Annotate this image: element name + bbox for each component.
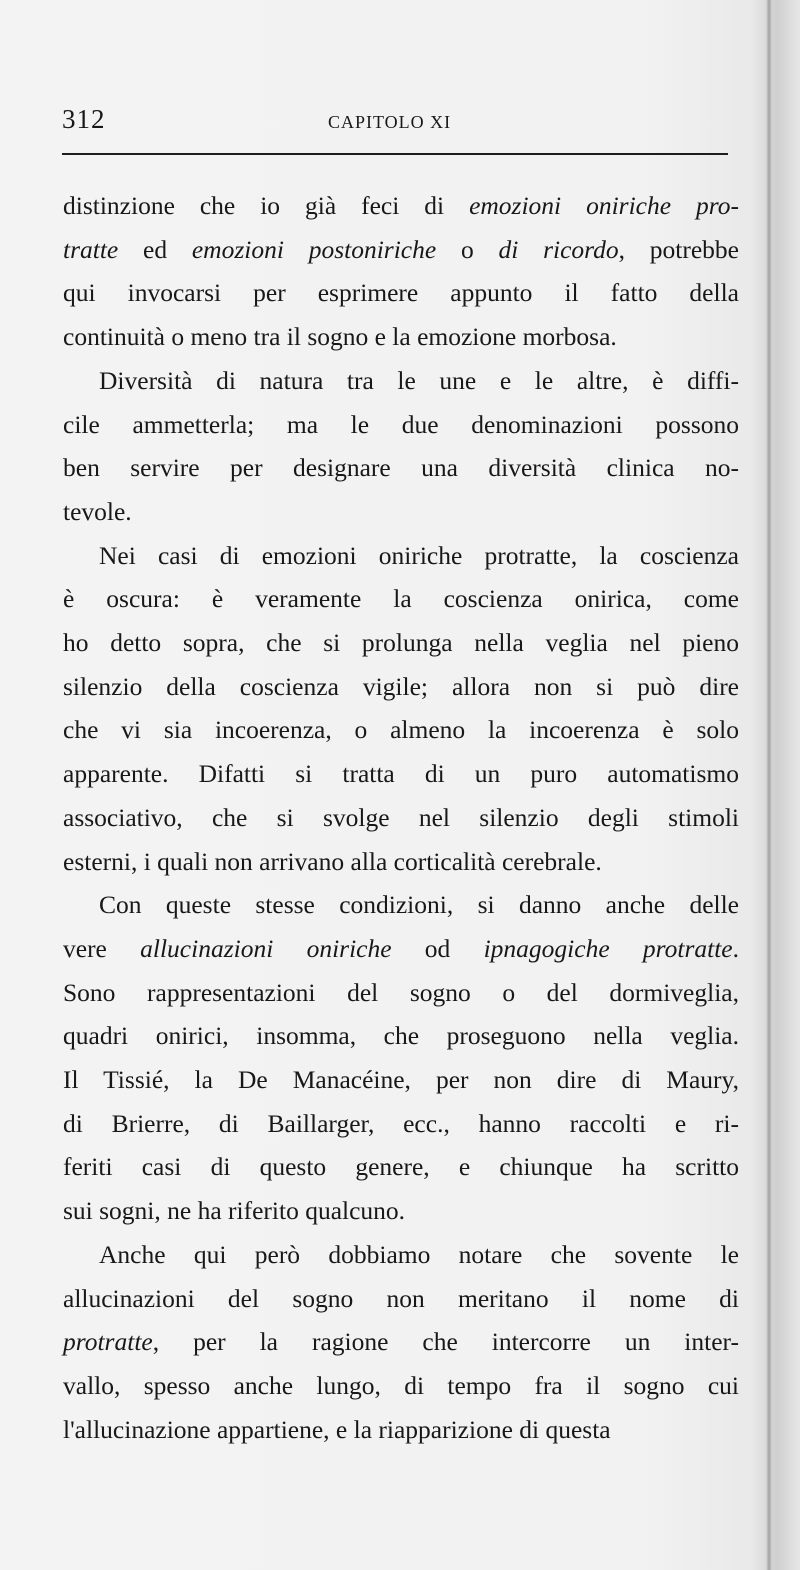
italic-term: di ricordo xyxy=(498,234,619,264)
text-run: , potrebbe xyxy=(618,234,739,264)
text-line xyxy=(63,1233,739,1277)
text-run: allucinazioni del sogno non meritano il nome di xyxy=(63,1283,739,1313)
page-number: 312 xyxy=(62,104,106,134)
running-head: CAPITOLO XI xyxy=(328,112,452,132)
text-run: ed xyxy=(118,234,192,264)
text-line xyxy=(63,927,739,971)
text-line xyxy=(63,752,739,796)
text-run: Diversità di natura tra le une e le altre, è diffi- xyxy=(99,365,739,395)
text-line xyxy=(63,971,739,1015)
text-run: cile ammetterla; ma le due denominazioni possono xyxy=(63,409,739,439)
italic-term: protratte xyxy=(63,1327,153,1357)
text-run: vallo, spesso anche lungo, di tempo fra il sogno cui xyxy=(63,1370,739,1400)
text-line xyxy=(63,708,739,752)
text-line xyxy=(63,1102,739,1146)
text-line xyxy=(63,228,739,272)
text-run: di Brierre, di Baillarger, ecc., hanno raccolti e ri- xyxy=(63,1108,739,1138)
paragraph xyxy=(63,883,739,1233)
text-line xyxy=(63,1058,739,1102)
text-run: , per la ragione che intercorre un inter- xyxy=(152,1327,739,1357)
text-run: apparente. Difatti si tratta di un puro automatismo xyxy=(63,759,739,789)
text-run: ben servire per designare una diversità clinica no- xyxy=(63,453,739,483)
paragraph xyxy=(63,359,739,534)
text-run: vere xyxy=(63,933,141,963)
page-fold-shadow xyxy=(766,0,772,1570)
text-run: feriti casi di questo genere, e chiunque ha scritto xyxy=(63,1152,739,1182)
text-run: l'allucinazione appartiene, e la riapparizione di questa xyxy=(63,1414,611,1444)
text-line xyxy=(63,1277,739,1321)
text-line xyxy=(63,883,739,927)
paragraph xyxy=(63,1233,739,1452)
text-run: Sono rappresentazioni del sogno o del dormiveglia, xyxy=(63,977,739,1007)
text-line xyxy=(63,621,739,665)
text-line xyxy=(63,1408,739,1452)
text-line xyxy=(63,315,739,359)
text-run: silenzio della coscienza vigile; allora non si può dire xyxy=(63,671,739,701)
italic-term: allucinazioni oniriche xyxy=(140,933,392,963)
text-line xyxy=(63,534,739,578)
text-run: Nei casi di emozioni oniriche protratte, la coscienza xyxy=(99,540,739,570)
text-run: ho detto sopra, che si prolunga nella veglia nel pieno xyxy=(63,628,739,658)
text-line xyxy=(63,490,739,534)
page-header xyxy=(62,104,728,144)
text-line xyxy=(63,840,739,884)
text-line xyxy=(63,359,739,403)
text-line xyxy=(63,577,739,621)
text-run: che vi sia incoerenza, o almeno la incoerenza è solo xyxy=(63,715,739,745)
italic-term: ipnagogiche protratte xyxy=(483,933,733,963)
header-rule xyxy=(62,153,728,155)
text-line xyxy=(63,403,739,447)
italic-term: emozioni postoniriche xyxy=(191,234,437,264)
text-run: sui sogni, ne ha riferito qualcuno. xyxy=(63,1196,406,1226)
text-run: tevole. xyxy=(63,496,132,526)
body-text xyxy=(63,184,739,1451)
text-run: distinzione che io già feci di xyxy=(63,191,470,220)
text-line xyxy=(63,1145,739,1189)
text-run: Anche qui però dobbiamo notare che sovente le xyxy=(99,1239,739,1269)
text-line xyxy=(63,446,739,490)
text-run: . xyxy=(732,933,739,963)
text-run: Con queste stesse condizioni, si danno anche delle xyxy=(99,890,739,920)
text-line xyxy=(63,1364,739,1408)
paragraph xyxy=(63,184,739,359)
text-line xyxy=(63,796,739,840)
paragraph xyxy=(63,534,739,884)
text-run: o xyxy=(436,234,499,264)
text-line xyxy=(63,665,739,709)
text-line xyxy=(63,184,739,228)
italic-term: tratte xyxy=(63,234,119,264)
text-line xyxy=(63,271,739,315)
text-run: od xyxy=(391,933,484,963)
text-run: qui invocarsi per esprimere appunto il fatto della xyxy=(63,278,739,308)
text-run: esterni, i quali non arrivano alla corticalità cerebrale. xyxy=(63,846,602,876)
text-run: associativo, che si svolge nel silenzio degli stimoli xyxy=(63,802,739,832)
text-line xyxy=(63,1014,739,1058)
text-line xyxy=(63,1189,739,1233)
text-run: quadri onirici, insomma, che proseguono nella veglia. xyxy=(63,1021,739,1051)
text-run: continuità o meno tra il sogno e la emozione morbosa. xyxy=(63,322,617,352)
text-run: è oscura: è veramente la coscienza onirica, come xyxy=(63,584,739,614)
text-run: Il Tissié, la De Manacéine, per non dire di Maury, xyxy=(63,1065,739,1095)
italic-term: emozioni oniriche pro- xyxy=(469,191,739,220)
text-line xyxy=(63,1320,739,1364)
